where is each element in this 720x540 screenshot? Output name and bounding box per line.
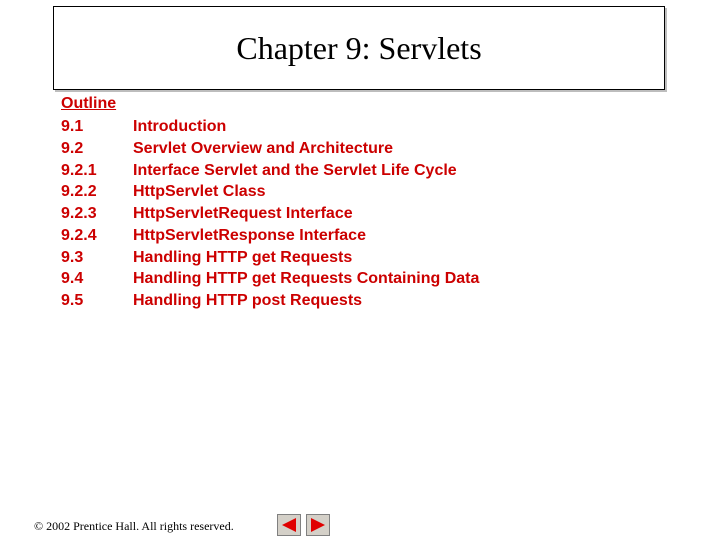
outline-item: [61, 290, 479, 312]
section-title: Handling HTTP get Requests Containing Data: [133, 270, 480, 288]
next-slide-button[interactable]: [306, 514, 330, 536]
outline-item: [61, 268, 479, 290]
triangle-right-icon: [309, 517, 327, 533]
section-number: 9.5: [61, 292, 84, 309]
outline-item: [61, 247, 479, 269]
section-number: 9.3: [61, 248, 84, 266]
section-title: HttpServletRequest Interface: [133, 205, 353, 222]
section-title: Introduction: [133, 118, 227, 135]
previous-slide-button[interactable]: [277, 514, 301, 536]
section-title: Interface Servlet and the Servlet Life Cycle: [133, 161, 457, 179]
title-box: [53, 6, 665, 90]
outline-item: [61, 160, 479, 182]
outline-list: [61, 116, 479, 312]
outline-heading: Outline: [61, 95, 117, 112]
outline-item: [61, 225, 479, 247]
triangle-left-icon: [280, 517, 298, 533]
section-number: 9.2.3: [61, 205, 97, 222]
section-number: 9.1: [61, 118, 84, 135]
outline-item: [61, 181, 479, 203]
section-number: 9.2.2: [61, 183, 97, 201]
section-number: 9.2: [61, 139, 84, 157]
section-number: 9.2.4: [61, 226, 97, 244]
outline-item: [61, 138, 479, 160]
section-title: HttpServlet Class: [133, 183, 266, 201]
copyright-footer: © 2002 Prentice Hall. All rights reserved.: [34, 519, 234, 533]
section-title: Servlet Overview and Architecture: [133, 139, 393, 157]
section-number: 9.4: [61, 270, 84, 288]
outline-item: [61, 116, 479, 138]
outline-item: [61, 203, 479, 225]
section-title: HttpServletResponse Interface: [133, 226, 366, 244]
section-title: Handling HTTP post Requests: [133, 292, 363, 309]
section-title: Handling HTTP get Requests: [133, 248, 353, 266]
slide-title: Chapter 9: Servlets: [236, 29, 482, 66]
section-number: 9.2.1: [61, 161, 97, 179]
